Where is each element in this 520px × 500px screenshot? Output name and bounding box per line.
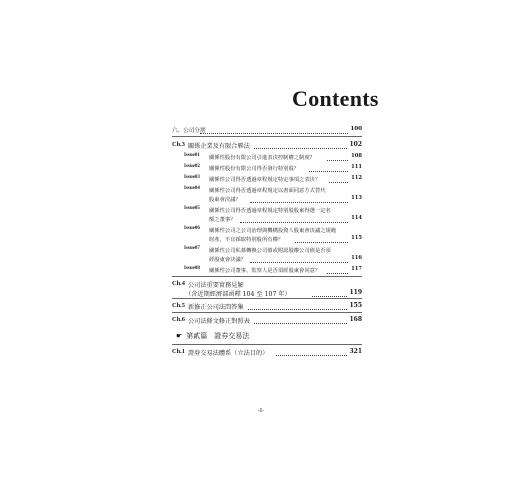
page-number: 119 xyxy=(349,289,362,296)
issue-title: 關係性公司董事、監察人是否須經股東會同意？ xyxy=(209,268,321,274)
issue-title: 關係性公司得否透過章程規定特別股股東得選一定名 xyxy=(209,208,331,214)
issue-label: Issue08 xyxy=(184,266,200,271)
issue-title-continued: 經股東會決議？ xyxy=(209,257,247,263)
page-number: 102 xyxy=(349,141,362,148)
page-number: 114 xyxy=(351,215,362,221)
divider xyxy=(172,298,362,299)
chapter-title: 公司法條文修正對照表 xyxy=(188,318,250,325)
dot-leader xyxy=(250,195,348,203)
dot-leader xyxy=(295,235,348,243)
pointing-hand-icon: ☛ xyxy=(176,332,183,340)
part-title: 第貳篇 證券交易法 xyxy=(186,332,250,340)
dot-leader xyxy=(254,141,347,149)
dot-leader xyxy=(312,289,347,297)
chapter-number: Ch.1 xyxy=(172,348,185,355)
chapter-number: Ch.3 xyxy=(172,141,185,148)
chapter-number: Ch.4 xyxy=(172,280,185,287)
toc-chapter-4[interactable] xyxy=(172,280,362,298)
issue-title: 關係性公司得否透過章程規定以書面同意方式替代 xyxy=(209,188,326,194)
issue-title: 關係性公司得否透過章程規定特定事項之表決？ xyxy=(209,177,321,183)
issue-label: Issue03 xyxy=(184,175,200,180)
issue-label: Issue02 xyxy=(184,164,200,169)
toc-chapter-5[interactable] xyxy=(172,302,362,311)
page-number: 113 xyxy=(351,195,362,201)
divider xyxy=(172,312,362,313)
toc-item-label: 六、公司分割 xyxy=(172,128,206,134)
page-number: 111 xyxy=(351,164,362,170)
toc-chapter-1[interactable] xyxy=(172,348,362,357)
page-number: 112 xyxy=(351,175,362,181)
chapter-number: Ch.5 xyxy=(172,302,185,309)
issue-title: 關係性股份有限公司得否發行特別股？ xyxy=(209,166,300,172)
issue-title-continued: 股東會決議？ xyxy=(209,197,241,203)
issue-title: 關係性股份有限公司引進表決控制權之制度？ xyxy=(209,155,315,161)
issue-label: Issue07 xyxy=(184,246,200,251)
toc-issue-06[interactable] xyxy=(172,226,362,244)
dot-leader xyxy=(327,153,348,161)
contents-title: Contents xyxy=(292,86,379,111)
page-number: 116 xyxy=(351,255,362,261)
page-number: 155 xyxy=(349,302,362,309)
issue-title: 關係性公司之公司治理與機構投資人股東會決議之規範 xyxy=(209,228,337,234)
toc-item-company-division[interactable] xyxy=(172,126,362,135)
part-heading xyxy=(176,331,249,341)
page-number: 117 xyxy=(351,266,362,272)
issue-title-continued: 額之董事？ xyxy=(209,217,236,223)
issue-title: 關係性公司私募轉換公司債或附認股權公司債是否須 xyxy=(209,248,331,254)
toc-issue-08[interactable] xyxy=(172,266,362,275)
toc-chapter-3[interactable] xyxy=(172,141,362,150)
toc-issue-02[interactable] xyxy=(172,164,362,173)
page-number: 115 xyxy=(351,235,362,241)
page-number: 100 xyxy=(350,126,362,132)
chapter-title: 關係企業及有限合夥法 xyxy=(188,143,250,150)
issue-title-continued: 財產，不宜採取特別股所有權？ xyxy=(209,237,284,243)
toc-issue-07[interactable] xyxy=(172,246,362,264)
toc-issue-03[interactable] xyxy=(172,175,362,184)
dot-leader xyxy=(276,348,347,356)
divider xyxy=(172,344,362,345)
toc-issue-05[interactable] xyxy=(172,206,362,224)
toc-chapter-6[interactable] xyxy=(172,316,362,325)
chapter-title: 新修正公司法問答集 xyxy=(188,304,244,311)
page-number: 168 xyxy=(349,316,362,323)
chapter-title: 公司法重要實務見解 xyxy=(188,282,244,289)
dot-leader xyxy=(240,215,348,223)
page-footer-number: -I- xyxy=(258,408,264,414)
issue-label: Issue05 xyxy=(184,206,200,211)
divider xyxy=(172,276,362,277)
dot-leader xyxy=(254,316,347,324)
dot-leader xyxy=(329,175,348,183)
divider xyxy=(172,136,362,137)
chapter-number: Ch.6 xyxy=(172,316,185,323)
issue-label: Issue04 xyxy=(184,186,200,191)
dot-leader xyxy=(327,266,348,274)
chapter-subtitle: （含近期經濟部函釋 104 至 107 年） xyxy=(185,291,291,298)
dot-leader xyxy=(309,164,348,172)
dot-leader xyxy=(248,302,347,310)
dot-leader xyxy=(250,255,348,263)
toc-issue-01[interactable] xyxy=(172,153,362,162)
chapter-title: 證券交易法體系（立法目的） xyxy=(188,350,269,357)
issue-label: Issue06 xyxy=(184,226,200,231)
dot-leader xyxy=(200,126,348,134)
page-number: 321 xyxy=(349,348,362,355)
page-number: 108 xyxy=(351,153,362,159)
toc-issue-04[interactable] xyxy=(172,186,362,204)
issue-label: Issue01 xyxy=(184,153,200,158)
